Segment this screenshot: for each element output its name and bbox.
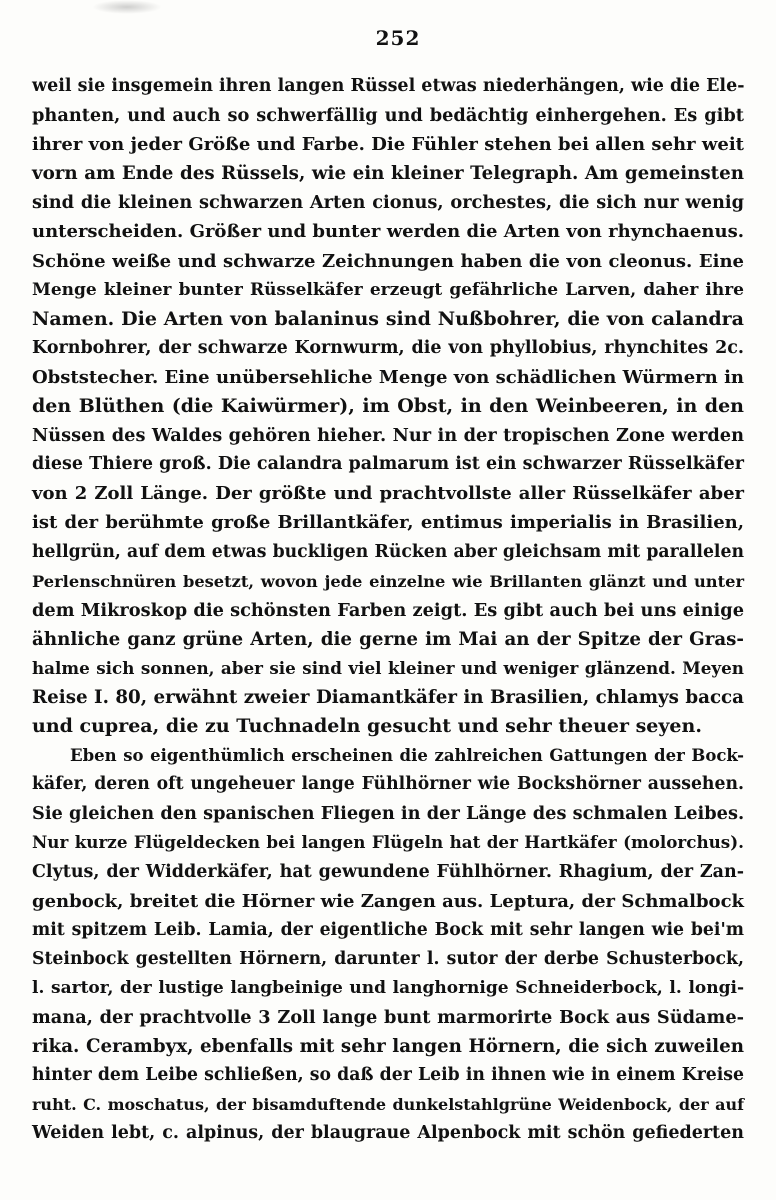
text-line: Nüssen des Waldes gehören hieher. Nur in der tropischen Zone werden bbox=[32, 425, 744, 447]
text-line: ruht. C. moschatus, der bisamduftende dunkelstahlgrüne Weidenbock, der auf bbox=[32, 1095, 744, 1115]
text-line: sind die kleinen schwarzen Arten cionus, orchestes, die sich nur wenig bbox=[32, 192, 744, 214]
text-line: Schöne weiße und schwarze Zeichnungen haben die von cleonus. Eine bbox=[32, 250, 744, 272]
text-line: Nur kurze Flügeldecken bei langen Flügeln hat der Hartkäfer (molorchus). bbox=[32, 832, 744, 853]
text-line: mana, der prachtvolle 3 Zoll lange bunt marmorirte Bock aus Südame- bbox=[32, 1007, 744, 1028]
text-line: Clytus, der Widderkäfer, hat gewundene Fühlhörner. Rhagium, der Zan- bbox=[32, 861, 744, 882]
text-line: Menge kleiner bunter Rüsselkäfer erzeugt gefährliche Larven, daher ihre bbox=[32, 279, 744, 300]
paragraph-start-line: Eben so eigenthümlich erscheinen die zahlreichen Gattungen der Bock- bbox=[70, 746, 744, 766]
text-line: rika. Cerambyx, ebenfalls mit sehr langen Hörnern, die sich zuweilen bbox=[32, 1036, 744, 1058]
text-line: genbock, breitet die Hörner wie Zangen aus. Leptura, der Schmalbock bbox=[32, 890, 744, 912]
text-line: Namen. Die Arten von balaninus sind Nußbohrer, die von calandra bbox=[32, 307, 744, 330]
text-line: l. sartor, der lustige langbeinige und langhornige Schneiderbock, l. longi- bbox=[32, 977, 744, 998]
text-line: Obststecher. Eine unübersehliche Menge von schädlichen Würmern in bbox=[32, 366, 744, 388]
text-line: vorn am Ende des Rüssels, wie ein kleiner Telegraph. Am gemeinsten bbox=[32, 163, 744, 185]
text-line: diese Thiere groß. Die calandra palmarum ist ein schwarzer Rüsselkäfer bbox=[32, 454, 744, 475]
text-line: den Blüthen (die Kaiwürmer), im Obst, in den Weinbeeren, in den bbox=[32, 395, 744, 418]
text-line: Reise I. 80, erwähnt zweier Diamantkäfer in Brasilien, chlamys bacca bbox=[32, 686, 744, 708]
text-line: phanten, und auch so schwerfällig und bedächtig einhergehen. Es gibt bbox=[32, 105, 744, 127]
text-line: Weiden lebt, c. alpinus, der blaugraue Alpenbock mit schön gefiederten bbox=[32, 1123, 744, 1144]
text-line: ist der berühmte große Brillantkäfer, entimus imperialis in Brasilien, bbox=[32, 512, 744, 534]
text-line: hinter dem Leibe schließen, so daß der Leib in ihnen wie in einem Kreise bbox=[32, 1065, 744, 1086]
text-line: hellgrün, auf dem etwas buckligen Rücken aber gleichsam mit parallelen bbox=[32, 541, 744, 562]
text-line: Steinbock gestellten Hörnern, darunter l. sutor der derbe Schusterbock, bbox=[32, 948, 744, 969]
text-line: ihrer von jeder Größe und Farbe. Die Fühler stehen bei allen sehr weit bbox=[32, 134, 744, 156]
paragraph-end-line: und cuprea, die zu Tuchnadeln gesucht und sehr theuer seyen. bbox=[32, 715, 702, 738]
text-line: käfer, deren oft ungeheuer lange Fühlhörner wie Bockshörner aussehen. bbox=[32, 774, 744, 795]
page-number: 252 bbox=[375, 26, 421, 50]
body-text bbox=[32, 72, 744, 1148]
text-line: weil sie insgemein ihren langen Rüssel etwas niederhängen, wie die Ele- bbox=[32, 76, 745, 96]
text-line: Sie gleichen den spanischen Fliegen in der Länge des schmalen Leibes. bbox=[32, 803, 745, 825]
text-line: ähnliche ganz grüne Arten, die gerne im Mai an der Spitze der Gras- bbox=[32, 628, 744, 650]
text-line: dem Mikroskop die schönsten Farben zeigt. Es gibt auch bei uns einige bbox=[32, 599, 744, 621]
text-line: Kornbohrer, der schwarze Kornwurm, die von phyllobius, rhynchites 2c. bbox=[32, 337, 744, 358]
ink-smudge bbox=[92, 0, 162, 14]
text-line: unterscheiden. Größer und bunter werden die Arten von rhynchaenus. bbox=[32, 221, 744, 243]
text-line: mit spitzem Leib. Lamia, der eigentliche Bock mit sehr langen wie bei'm bbox=[32, 919, 744, 940]
text-line: von 2 Zoll Länge. Der größte und prachtvollste aller Rüsselkäfer aber bbox=[32, 483, 744, 505]
text-line: halme sich sonnen, aber sie sind viel kleiner und weniger glänzend. Meyen bbox=[32, 657, 744, 678]
text-line: Perlenschnüren besetzt, wovon jede einzelne wie Brillanten glänzt und unter bbox=[32, 571, 744, 591]
